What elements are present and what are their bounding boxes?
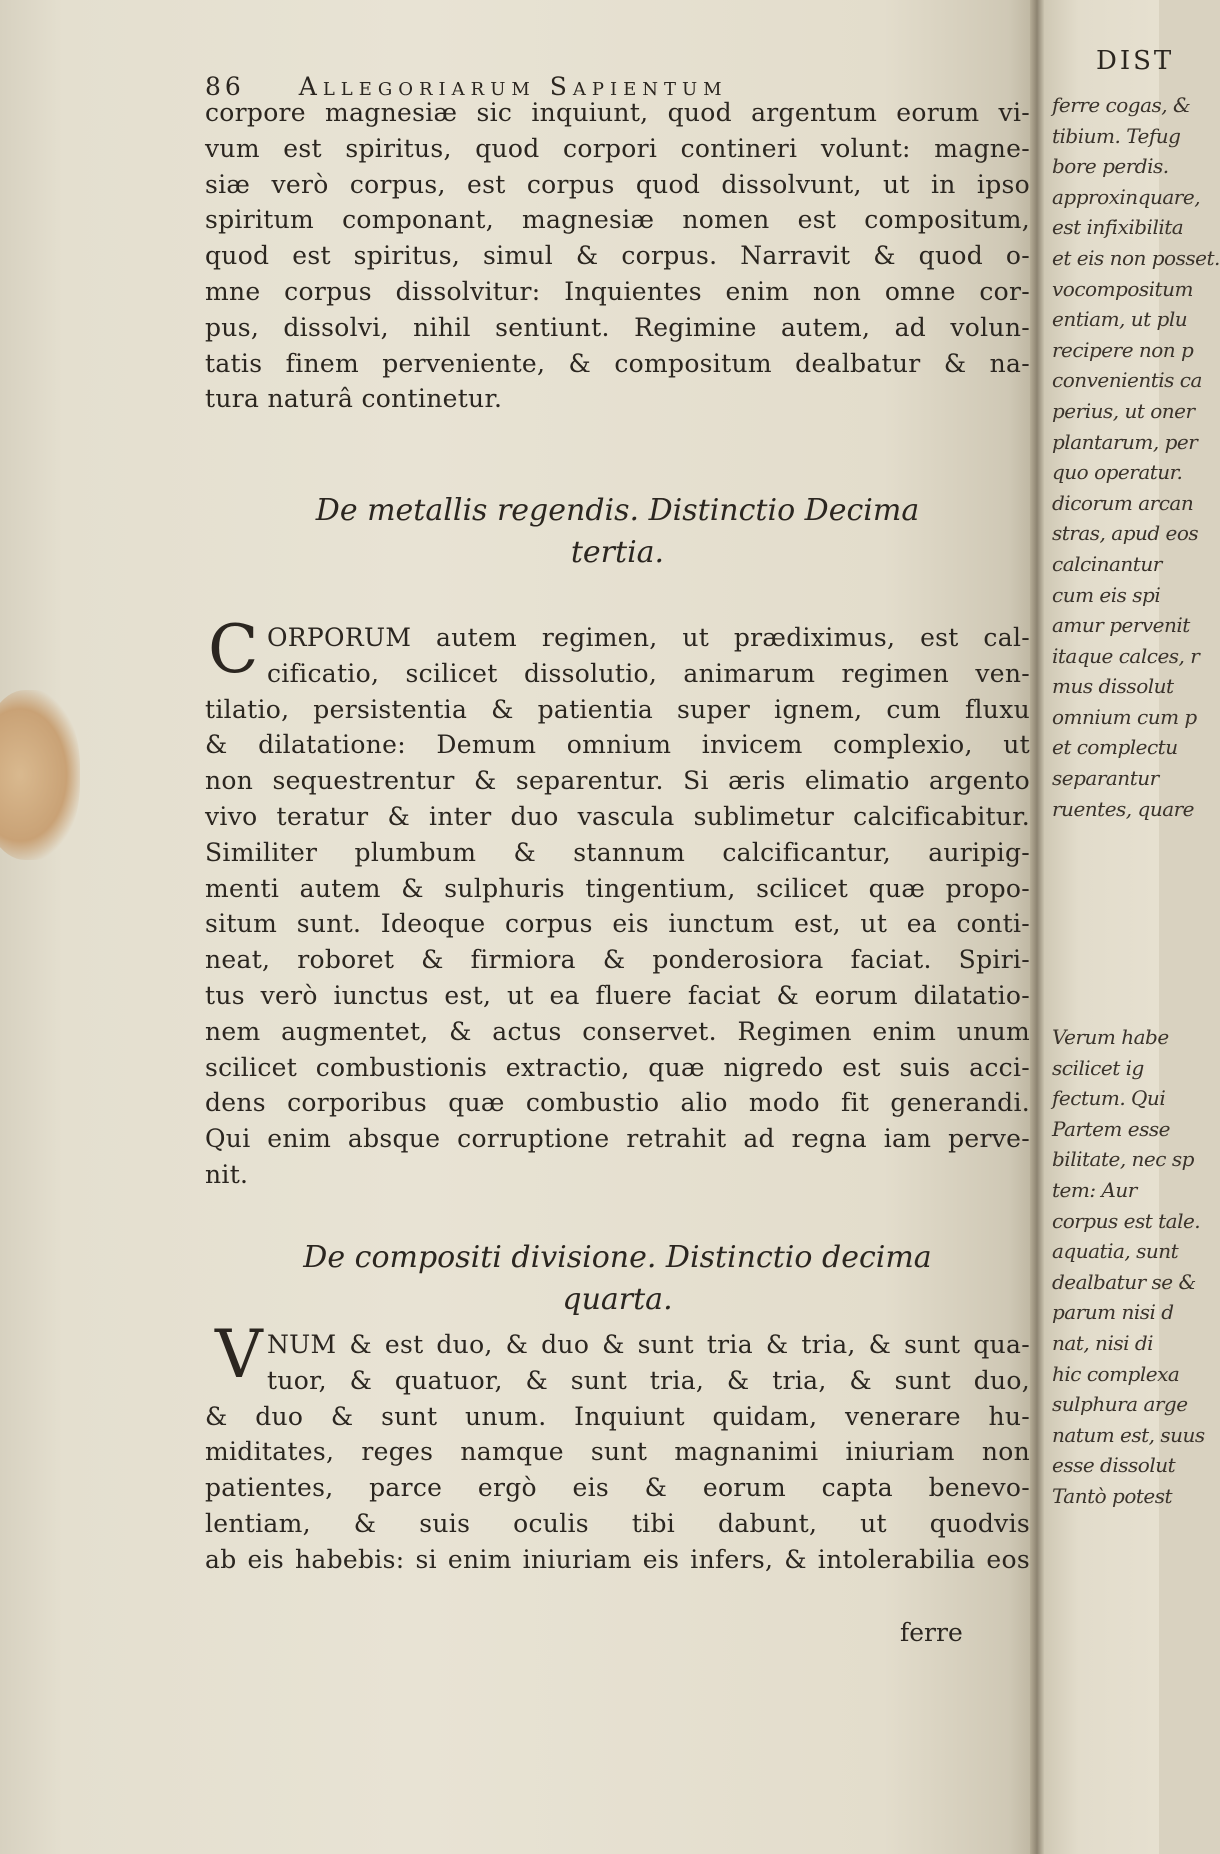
facing-line: bore perdis.: [1052, 154, 1169, 179]
text-line: ab eis habebis: si enim iniuriam eis infers, & intolerabilia eos: [205, 1544, 1030, 1574]
text-line: vivo teratur & inter duo vascula sublimetur calcificabitur.: [205, 801, 1030, 831]
facing-line: est infixibilita: [1052, 215, 1184, 240]
facing-line: corpus est tale.: [1052, 1208, 1201, 1233]
facing-line: quo operatur.: [1052, 460, 1183, 485]
text-line: patientes, parce ergò eis & eorum capta benevo-: [205, 1473, 1030, 1503]
facing-line: nat, nisi di: [1052, 1330, 1154, 1355]
section-heading: [205, 490, 1030, 574]
right-book-page: [1044, 0, 1220, 1854]
drop-cap: C: [208, 611, 259, 688]
facing-line: Partem esse: [1052, 1116, 1170, 1141]
facing-line: separantur: [1052, 766, 1159, 791]
facing-line: ferre cogas, &: [1052, 93, 1191, 117]
facing-line: tem: Aur: [1052, 1177, 1137, 1202]
facing-line: scilicet ig: [1052, 1055, 1144, 1080]
facing-line: tibium. Tefug: [1052, 123, 1181, 148]
facing-line: perius, ut oner: [1052, 398, 1195, 423]
facing-line: approxinquare,: [1052, 184, 1201, 209]
text-line: Similiter plumbum & stannum calcificantur, auripig-: [205, 837, 1030, 867]
facing-line: dicorum arcan: [1052, 490, 1194, 515]
facing-line: cum eis spi: [1052, 582, 1161, 607]
text-line: nem augmentet, & actus conservet. Regimen enim unum: [205, 1016, 1030, 1046]
facing-line: calcinantur: [1052, 551, 1162, 576]
section2-paragraph: [205, 620, 1030, 1193]
text-line: vum est spiritus, quod corpori contineri volunt: magne-: [205, 133, 1030, 163]
text-line: menti autem & sulphuris tingentium, scilicet quæ propo-: [205, 873, 1030, 903]
facing-line: plantarum, per: [1052, 429, 1198, 454]
facing-line: mus dissolut: [1052, 674, 1174, 699]
facing-line: bilitate, nec sp: [1052, 1147, 1194, 1172]
text-line: Qui enim absque corruptione retrahit ad regna iam perve-: [205, 1124, 1030, 1154]
text-line: neat, roboret & firmiora & ponderosiora faciat. Spiri-: [205, 945, 1030, 975]
facing-line: fectum. Qui: [1052, 1086, 1166, 1111]
facing-line: natum est, suus: [1052, 1422, 1205, 1447]
drop-cap: V: [215, 1316, 263, 1393]
text-line: tuor, & quatuor, & sunt tria, & tria, & sunt duo,: [267, 1365, 1030, 1395]
text-line: pus, dissolvi, nihil sentiunt. Regimine autem, ad volun-: [205, 312, 1030, 342]
text-line: cificatio, scilicet dissolutio, animarum regimen ven-: [267, 658, 1030, 688]
facing-line: vocompositum: [1052, 276, 1193, 301]
facing-line: et eis non posset.: [1052, 245, 1220, 270]
text-line: situm sunt. Ideoque corpus eis iunctum est, ut ea conti-: [205, 909, 1030, 939]
text-line: lentiam, & suis oculis tibi dabunt, ut quodvis: [205, 1508, 1030, 1538]
text-line: scilicet combustionis extractio, quæ nigredo est suis acci-: [205, 1052, 1030, 1082]
heading-line: De metallis regendis. Distinctio Decima: [315, 493, 920, 528]
section3-paragraph: [205, 1327, 1030, 1578]
facing-line: amur pervenit: [1052, 613, 1190, 638]
facing-line: Tantò potest: [1052, 1483, 1173, 1508]
section-heading: [205, 1237, 1030, 1321]
facing-line: parum nisi d: [1052, 1300, 1174, 1325]
facing-line: omnium cum p: [1052, 704, 1197, 729]
page-stain: [0, 690, 80, 860]
catchword: ferre: [900, 1618, 963, 1647]
facing-page-text-top: [1052, 90, 1220, 824]
text-line: NUM & est duo, & duo & sunt tria & tria, & sunt qua-: [267, 1330, 1030, 1359]
facing-line: recipere non p: [1052, 337, 1194, 362]
text-line: tura naturâ continetur.: [205, 384, 503, 414]
text-line: ORPORUM autem regimen, ut prædiximus, est cal-: [267, 623, 1030, 652]
book-gutter: [1030, 0, 1044, 1854]
text-line: & duo & sunt unum. Inquiunt quidam, venerare hu-: [205, 1401, 1030, 1431]
text-line: tus verò iunctus est, ut ea fluere faciat & eorum dilatatio-: [205, 980, 1030, 1010]
running-title: Allegoriarum Sapientum: [298, 72, 728, 101]
text-line: tilatio, persistentia & patientia super ignem, cum fluxu: [205, 694, 1030, 724]
facing-line: sulphura arge: [1052, 1392, 1188, 1417]
facing-line: Verum habe: [1052, 1025, 1169, 1049]
text-line: tatis finem perveniente, & compositum dealbatur & na-: [205, 348, 1030, 378]
text-line: nit.: [205, 1159, 249, 1189]
facing-line: itaque calces, r: [1052, 643, 1200, 668]
facing-line: ruentes, quare: [1052, 796, 1195, 821]
text-line: non sequestrentur & separentur. Si æris elimatio argento: [205, 766, 1030, 796]
facing-line: entiam, ut plu: [1052, 307, 1188, 332]
heading-line: tertia.: [570, 535, 665, 570]
heading-line: quarta.: [562, 1282, 673, 1317]
page-number: 86: [205, 72, 245, 101]
text-line: corpore magnesiæ sic inquiunt, quod argentum eorum vi-: [205, 98, 1030, 127]
facing-line: convenientis ca: [1052, 368, 1202, 393]
text-line: miditates, reges namque sunt magnanimi iniuriam non: [205, 1437, 1030, 1467]
text-line: quod est spiritus, simul & corpus. Narravit & quod o-: [205, 241, 1030, 271]
facing-line: esse dissolut: [1052, 1453, 1176, 1478]
facing-line: hic complexa: [1052, 1361, 1180, 1386]
text-line: mne corpus dissolvitur: Inquientes enim non omne cor-: [205, 276, 1030, 306]
facing-running-head: DIST: [1096, 46, 1175, 76]
text-line: spiritum componant, magnesiæ nomen est compositum,: [205, 205, 1030, 235]
text-line: dens corporibus quæ combustio alio modo fit generandi.: [205, 1088, 1030, 1118]
facing-page-text-bottom: [1052, 1022, 1205, 1512]
facing-line: stras, apud eos: [1052, 521, 1199, 546]
text-line: & dilatatione: Demum omnium invicem complexio, ut: [205, 730, 1030, 760]
heading-line: De compositi divisione. Distinctio decima: [303, 1240, 932, 1275]
facing-line: et complectu: [1052, 735, 1178, 760]
section1-paragraph: [205, 95, 1030, 417]
text-line: siæ verò corpus, est corpus quod dissolvunt, ut in ipso: [205, 169, 1030, 199]
facing-line: dealbatur se &: [1052, 1269, 1196, 1294]
facing-line: aquatia, sunt: [1052, 1239, 1179, 1264]
